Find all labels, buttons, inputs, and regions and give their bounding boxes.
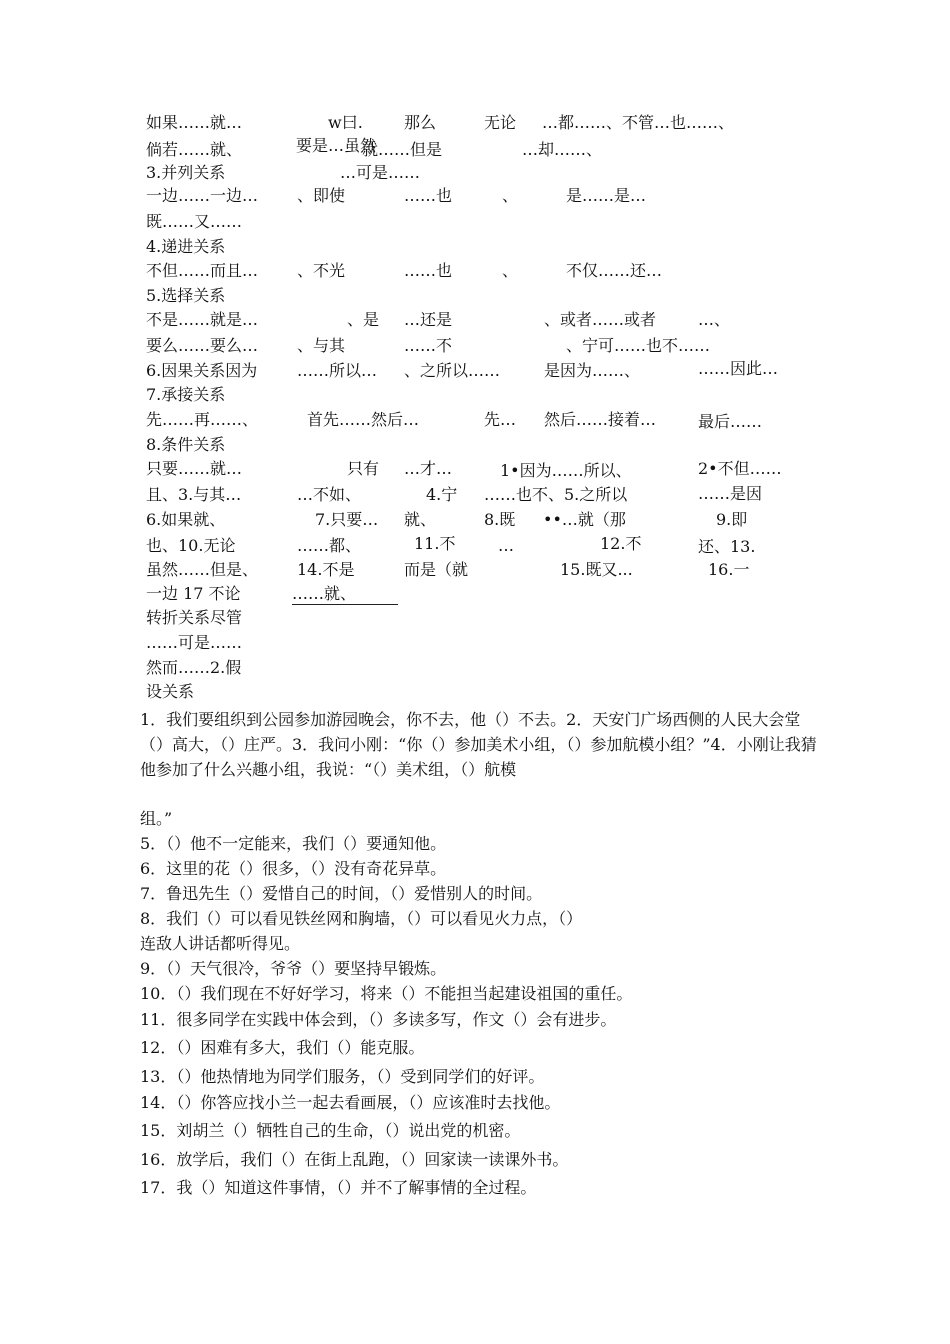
grid-cell: 就、 [404, 510, 437, 529]
grid-cell: 1•因为……所以、 [500, 461, 632, 480]
grid-cell: 、即使 [297, 186, 346, 205]
grid-cell: 6.因果关系因为 [146, 361, 258, 380]
grid-cell: 11.不 [414, 534, 456, 553]
grid-cell: 、与其 [297, 336, 346, 355]
grid-cell: 首先……然后… [307, 410, 420, 429]
grid-cell: 就……但是 [362, 140, 443, 159]
grid-cell: 4.宁 [426, 485, 458, 504]
exercise-line: 9．（）天气很冷，爷爷（）要坚持早锻炼。 [140, 959, 447, 978]
grid-cell: 而是（就 [404, 560, 469, 579]
grid-cell: 先……再……、 [146, 410, 259, 429]
grid-cell: 无论 [484, 113, 517, 132]
grid-cell: 一边……一边… [146, 186, 259, 205]
grid-cell: 且、3.与其… [146, 485, 242, 504]
grid-cell: …可是…… [340, 163, 421, 182]
grid-cell: 15.既又... [560, 560, 633, 579]
grid-cell: 、之所以…… [404, 361, 501, 380]
grid-cell: 也、10.无论 [146, 536, 236, 555]
grid-cell: ……可是…… [146, 633, 243, 652]
grid-cell: 倘若……就、 [146, 140, 243, 159]
section-heading: 4.递进关系 [146, 237, 226, 256]
grid-cell: 不但……而且… [146, 261, 259, 280]
grid-cell: ……是因 [698, 484, 763, 503]
grid-cell: 如果……就… [146, 113, 243, 132]
grid-cell: 既……又…… [146, 212, 243, 231]
grid-cell: ……也 [404, 186, 453, 205]
grid-cell: 、 [502, 186, 519, 205]
exercise-line: 16．放学后，我们（）在街上乱跑，（）回家读一读课外书。 [140, 1150, 569, 1169]
grid-cell: 是……是… [566, 186, 647, 205]
section-heading: 8.条件关系 [146, 435, 226, 454]
exercise-line: 连敌人讲话都听得见。 [140, 934, 301, 953]
grid-cell: 先… [484, 410, 517, 429]
exercise-line: 6．这里的花（）很多，（）没有奇花异草。 [140, 859, 447, 878]
grid-cell: ……也 [404, 261, 453, 280]
grid-cell: 14.不是 [297, 560, 355, 579]
grid-cell: 还、13. [698, 537, 756, 556]
grid-cell: ……也不、5.之所以 [484, 485, 628, 504]
exercise-line: 13．（）他热情地为同学们服务，（）受到同学们的好评。 [140, 1067, 545, 1086]
grid-cell: 、是 [347, 310, 380, 329]
exercise-line: 11．很多同学在实践中体会到，（）多读多写，作文（）会有进步。 [140, 1010, 617, 1029]
grid-cell: 9.即 [716, 510, 748, 529]
grid-cell: …还是 [404, 310, 453, 329]
exercise-line: 15．刘胡兰（）牺牲自己的生命，（）说出党的机密。 [140, 1121, 521, 1140]
grid-cell: …却……、 [522, 140, 603, 159]
grid-cell: …都……、不管…也……、 [542, 113, 735, 132]
grid-cell: 、宁可……也不…… [566, 336, 711, 355]
grid-cell: 只要……就… [146, 459, 243, 478]
exercise-paragraph-1: 1．我们要组织到公园参加游园晚会，你不去，他（）不去。2．天安门广场西侧的人民大会堂（）高大，（）庄严。3．我问小刚：“你（）参加美术小组，（）参加航模小组？”4．小刚让我猜他参加了什么兴趣小组，我说：“（）美术组，（）航模 [140, 710, 817, 779]
grid-cell: 16.一 [708, 560, 750, 579]
grid-cell: 虽然……但是、 [146, 560, 259, 579]
grid-cell: … [498, 536, 514, 555]
grid-cell: 8.既 [484, 510, 516, 529]
grid-cell: 要么……要么… [146, 336, 259, 355]
grid-cell: 不是……就是… [146, 310, 259, 329]
grid-cell: 6.如果就、 [146, 510, 226, 529]
grid-cell: 、 [502, 261, 519, 280]
grid-cell: …、 [698, 310, 731, 329]
grid-cell: 2•不但…… [698, 459, 782, 478]
exercise-line: 8．我们（）可以看见铁丝网和胸墙，（）可以看见火力点，（） [140, 909, 583, 928]
grid-cell: w曰. [328, 113, 363, 132]
exercise-line: 组。” [140, 809, 173, 828]
exercise-line: 5．（）他不一定能来，我们（）要通知他。 [140, 834, 447, 853]
grid-cell: ••…就（那 [543, 510, 626, 529]
exercise-line: 12．（）困难有多大，我们（）能克服。 [140, 1038, 425, 1057]
grid-cell: 最后…… [698, 412, 763, 431]
grid-cell: ……因此… [698, 359, 779, 378]
exercise-line: 14．（）你答应找小兰一起去看画展，（）应该准时去找他。 [140, 1093, 561, 1112]
section-heading: 5.选择关系 [146, 286, 226, 305]
section-heading: 7.承接关系 [146, 385, 226, 404]
exercise-line: 10．（）我们现在不好好学习，将来（）不能担当起建设祖国的重任。 [140, 984, 633, 1003]
grid-cell: 、不光 [297, 261, 346, 280]
grid-cell: ……就、 [292, 584, 398, 605]
exercise-line: 7．鲁迅先生（）爱惜自己的时间，（）爱惜别人的时间。 [140, 884, 543, 903]
grid-cell: 只有 [347, 459, 380, 478]
grid-cell: …才… [404, 459, 453, 478]
section-heading: 转折关系尽管 [146, 608, 243, 627]
section-heading: 设关系 [146, 682, 195, 701]
grid-cell: 7.只要… [315, 510, 379, 529]
grid-cell: 然后……接着… [544, 410, 657, 429]
grid-cell: 12.不 [600, 534, 642, 553]
grid-cell: ……所以… [297, 361, 378, 380]
grid-cell: 一边 17 不论 [146, 584, 241, 603]
grid-cell: …不如、 [297, 485, 362, 504]
grid-cell: ……都、 [297, 536, 362, 555]
grid-cell: 不仅……还… [566, 261, 663, 280]
exercise-line: 17．我（）知道这件事情，（）并不了解事情的全过程。 [140, 1178, 537, 1197]
grid-cell: 是因为……、 [544, 361, 641, 380]
grid-cell: 、或者……或者 [544, 310, 657, 329]
grid-cell: 3.并列关系 [146, 163, 226, 182]
grid-cell: ……不 [404, 336, 453, 355]
grid-cell: 要是…虽然 [296, 136, 377, 155]
grid-cell: 那么 [404, 113, 437, 132]
grid-cell: 然而……2.假 [146, 658, 242, 677]
